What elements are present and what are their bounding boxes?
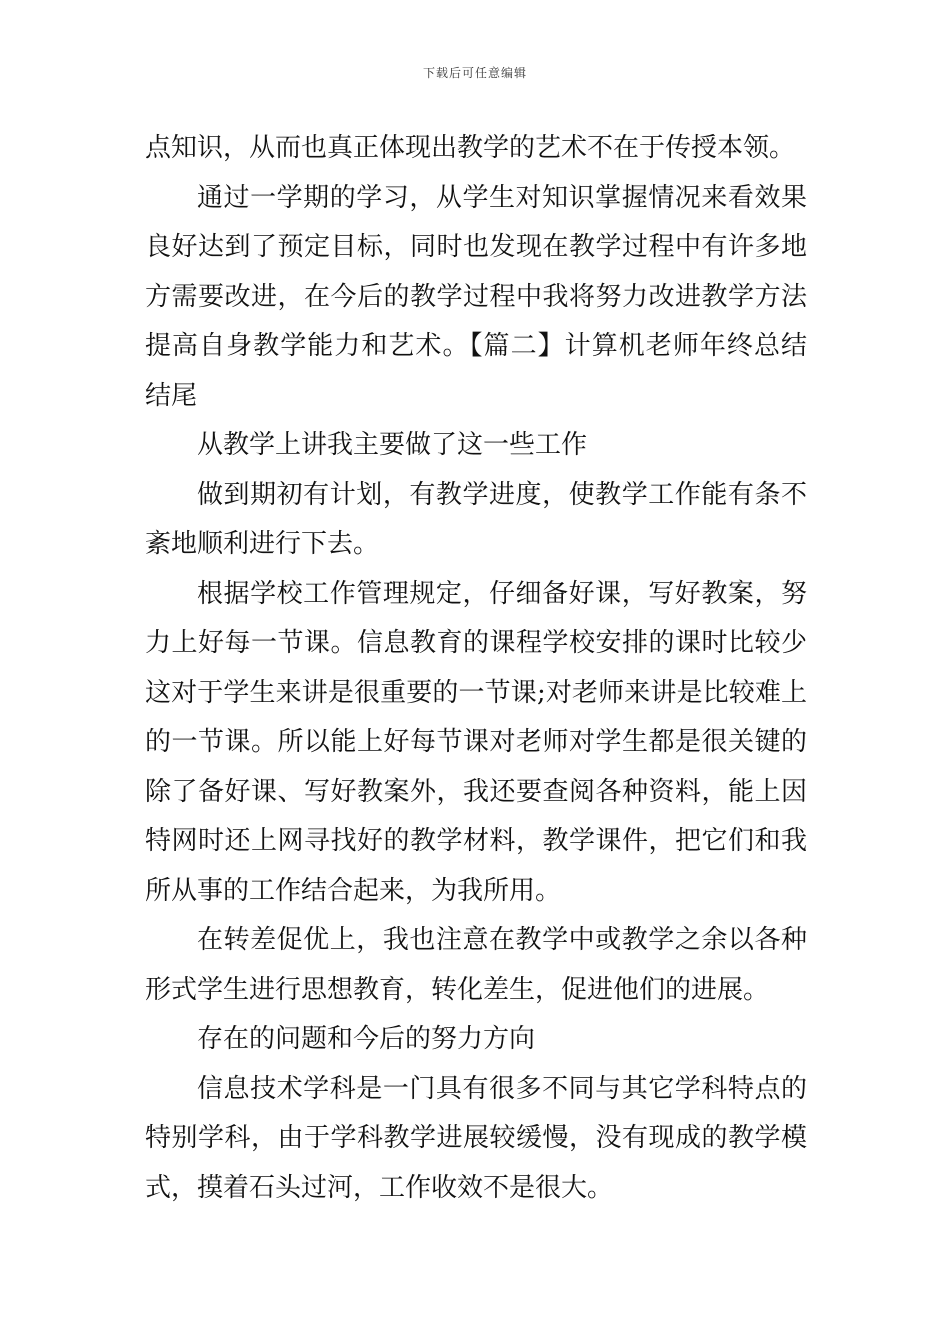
paragraph-4: 做到期初有计划，有教学进度，使教学工作能有条不紊地顺利进行下去。 — [145, 479, 807, 559]
document-body — [145, 124, 807, 1213]
paragraph-1: 点知识，从而也真正体现出教学的艺术不在于传授本领。 — [145, 133, 796, 163]
paragraph-8: 信息技术学科是一门具有很多不同与其它学科特点的特别学科，由于学科教学进展较缓慢，没有现成的教学模式，摸着石头过河，工作收效不是很大。 — [145, 1073, 807, 1203]
paragraph-3: 从教学上讲我主要做了这一些工作 — [197, 430, 588, 460]
page-header: 下载后可任意编辑 — [422, 66, 527, 80]
paragraph-7: 存在的问题和今后的努力方向 — [197, 1024, 536, 1054]
paragraph-6: 在转差促优上，我也注意在教学中或教学之余以各种形式学生进行思想教育，转化差生，促进他们的进展。 — [145, 925, 807, 1005]
paragraph-2: 通过一学期的学习，从学生对知识掌握情况来看效果良好达到了预定目标，同时也发现在教学过程中有许多地方需要改进，在今后的教学过程中我将努力改进教学方法提高自身教学能力和艺术。【篇二】计算机老师年终总结结尾 — [145, 182, 807, 411]
paragraph-5: 根据学校工作管理规定，仔细备好课，写好教案，努力上好每一节课。信息教育的课程学校安排的课时比较少这对于学生来讲是很重要的一节课;对老师来讲是比较难上的一节课。所以能上好每节课对老师对学生都是很关键的除了备好课、写好教案外，我还要查阅各种资料，能上因特网时还上网寻找好的教学材料，教学课件，把它们和我所从事的工作结合起来，为我所用。 — [145, 578, 807, 906]
